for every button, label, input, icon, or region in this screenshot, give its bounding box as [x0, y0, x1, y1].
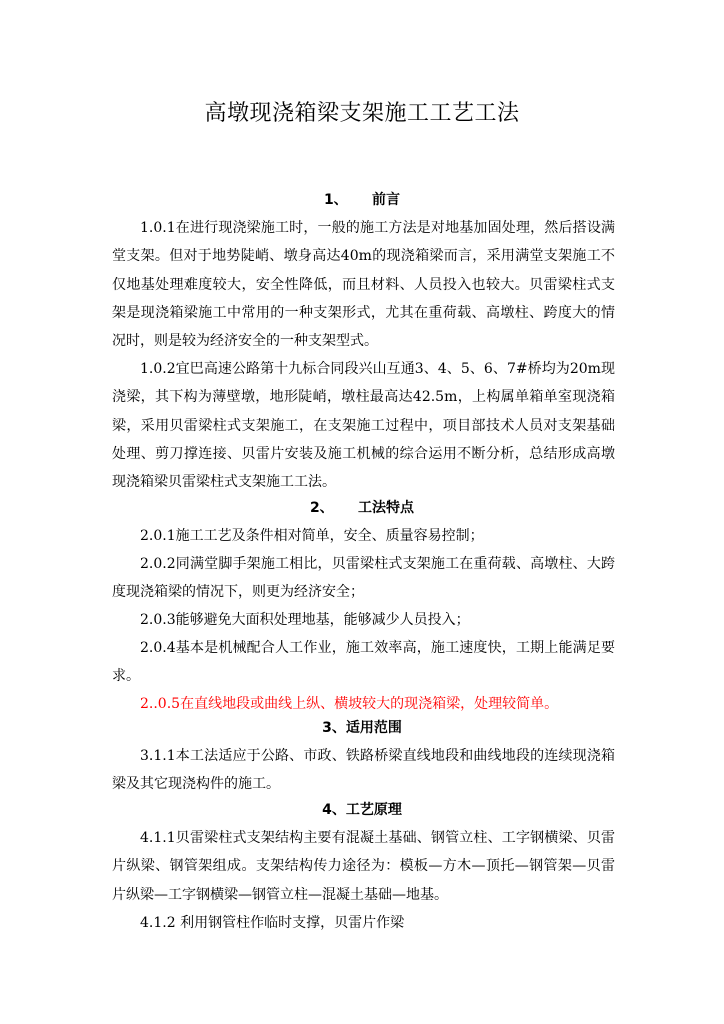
- paragraph-2-0-5: 2..0.5在直线地段或曲线上纵、横坡较大的现浇箱梁，处理较简单。: [140, 696, 559, 712]
- section-heading-features: 2、 工法特点: [309, 500, 415, 516]
- paragraph-2-0-2: 2.0.2同满堂脚手架施工相比，贝雷梁柱式支架施工在重荷载、高墩柱、大跨度现浇箱梁的情况下，则更为经济安全；: [112, 556, 615, 601]
- paragraph-1-0-2: 1.0.2宜巴高速公路第十九标合同段兴山互通3、4、5、6、7#桥均为20m现浇梁，其下构为薄壁墩，地形陡峭，墩柱最高达42.5m，上构属单箱单室现浇箱梁，采用贝雷梁柱式支架施工，在支架施工过程中，项目部技术人员对支架基础处理、剪刀撑连接、贝雷片安装及施工机械的综合运用不断分析，总结形成高墩现浇箱梁贝雷梁柱式支架施工工法。: [112, 361, 615, 491]
- section-heading-principle: 4、工艺原理: [322, 802, 402, 818]
- paragraph-2-0-1: 2.0.1施工工艺及条件相对简单，安全、质量容易控制；: [140, 528, 484, 544]
- section-heading-scope: 3、适用范围: [322, 720, 402, 736]
- document-title: 高墩现浇箱梁支架施工工艺工法: [204, 101, 520, 126]
- paragraph-4-1-1: 4.1.1贝雷梁柱式支架结构主要有混凝土基础、钢管立柱、工字钢横梁、贝雷片纵梁、钢管架组成。支架结构传力途径为：模板—方木—顶托—钢管架—贝雷片纵梁—工字钢横梁—钢管立柱—混凝土基础—地基。: [112, 830, 615, 903]
- paragraph-2-0-4: 2.0.4基本是机械配合人工作业，施工效率高，施工速度快，工期上能满足要求。: [112, 640, 615, 685]
- section-heading-preface: 1、 前言: [323, 192, 401, 208]
- paragraph-2-0-3: 2.0.3能够避免大面积处理地基，能够减少人员投入；: [140, 612, 470, 628]
- paragraph-3-1-1: 3.1.1本工法适应于公路、市政、铁路桥梁直线地段和曲线地段的连续现浇箱梁及其它现浇构件的施工。: [112, 748, 615, 793]
- paragraph-1-0-1: 1.0.1在进行现浇梁施工时，一般的施工方法是对地基加固处理，然后搭设满堂支架。但对于地势陡峭、墩身高达40m的现浇箱梁而言，采用满堂支架施工不仅地基处理难度较大，安全性降低，而且材料、人员投入也较大。贝雷梁柱式支架是现浇箱梁施工中常用的一种支架形式，尤其在重荷载、高墩柱、跨度大的情况时，则是较为经济安全的一种支架型式。: [112, 220, 615, 350]
- paragraph-4-1-2: 4.1.2 利用钢管柱作临时支撑，贝雷片作梁: [140, 915, 405, 931]
